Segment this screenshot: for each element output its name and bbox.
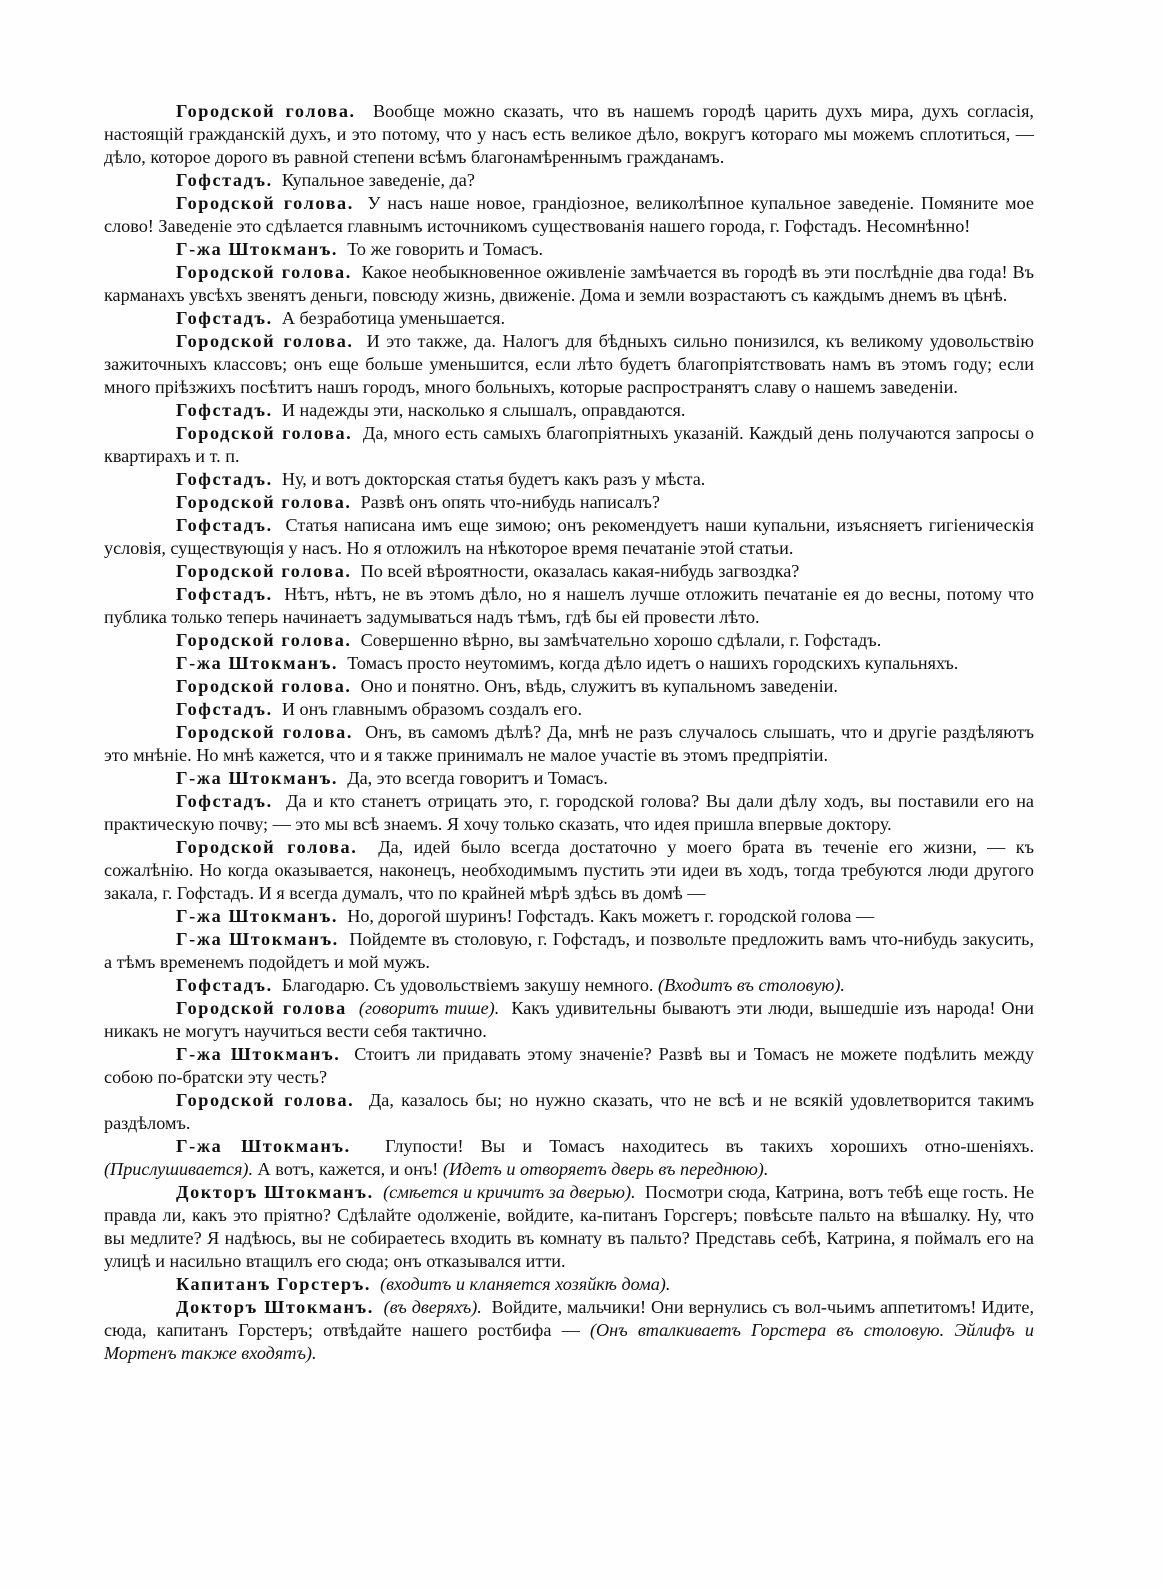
dialogue-text: Развѣ онъ опять что-нибудь написалъ? (360, 492, 660, 512)
dialogue-text: Да и кто станетъ отрицать это, г. городской голова? Вы дали дѣлу ходъ, вы поставили его на практическую почву; — это мы всѣ знаемъ. Я хочу только сказать, что идея пришла впервые доктору. (104, 791, 1034, 834)
play-text (104, 100, 1034, 1365)
dialogue-paragraph (104, 790, 1034, 836)
speaker-name: Городской голова. (176, 630, 352, 650)
speaker-name: Гофстадъ. (176, 975, 273, 995)
dialogue-text: Но, дорогой шуринъ! Гофстадъ. Какъ можетъ г. городской голова — (347, 906, 875, 926)
dialogue-paragraph (104, 767, 1034, 790)
dialogue-paragraph (104, 169, 1034, 192)
speaker-name: Гофстадъ. (176, 791, 273, 811)
dialogue-text: Да, казалось бы; но нужно сказать, что не всѣ и не всякій удовлетворится такимъ раздѣломъ. (104, 1090, 1034, 1133)
speaker-name: Городской голова (176, 998, 347, 1018)
dialogue-text: Статья написана имъ еще зимою; онъ рекомендуетъ наши купальни, изъясняетъ гигіеническія условія, существующія у насъ. Но я отложилъ на нѣкоторое время печатаніе этой статьи. (104, 515, 1035, 558)
speaker-name: Городской голова. (176, 101, 356, 121)
speaker-name: Городской голова. (176, 1090, 355, 1110)
dialogue-text: Вообще можно сказать, что въ нашемъ городѣ царить духъ мира, духъ согласія, настоящій гражданскій духъ, и это потому, что у насъ есть великое дѣло, вокругъ котораго мы можемъ сплотиться, — дѣло, которое дорого въ равной степени всѣмъ благонамѣреннымъ гражданамъ. (104, 101, 1034, 167)
speaker-name: Г-жа Штокманъ. (176, 1136, 351, 1156)
speaker-name: Гофстадъ. (176, 170, 273, 190)
dialogue-paragraph (104, 261, 1034, 307)
dialogue-paragraph (104, 491, 1034, 514)
dialogue-text: Стоитъ ли придавать этому значеніе? Развѣ вы и Томасъ не можете подѣлить между собою по-братски эту честь? (104, 1044, 1034, 1087)
dialogue-text: Посмотри сюда, Катрина, вотъ тебѣ еще гость. Не правда ли, какъ это пріятно? Сдѣлайте одолженіе, войдите, ка-питанъ Горсгеръ; повѣсьте пальто на вѣшалку. Ну, что вы медлите? Я надѣюсь, вы не собираетесь входить въ комнату въ пальто? Представь себѣ, Катрина, я поймалъ его на улицѣ и насильно втащилъ его сюда; онъ отказывался итти. (104, 1182, 1035, 1271)
dialogue-paragraph (104, 422, 1034, 468)
dialogue-text: Купальное заведеніе, да? (281, 170, 475, 190)
dialogue-text: И онъ главнымъ образомъ создалъ его. (281, 699, 583, 719)
dialogue-text: И надежды эти, насколько я слышалъ, оправдаются. (281, 400, 686, 420)
stage-direction: (Входитъ въ столовую). (658, 975, 845, 995)
dialogue-text: Да, это всегда говоритъ и Томасъ. (347, 768, 608, 788)
speaker-name: Городской голова. (176, 423, 353, 443)
speaker-name: Гофстадъ. (176, 400, 273, 420)
dialogue-text: Да, много есть самыхъ благопріятныхъ указаній. Каждый день получаются запросы о квартирахъ и т. п. (104, 423, 1034, 466)
dialogue-text: Глупости! Вы и Томасъ находитесь въ такихъ хорошихъ отно-шеніяхъ. (385, 1136, 1034, 1156)
dialogue-paragraph (104, 514, 1034, 560)
dialogue-text: Нѣтъ, нѣтъ, не въ этомъ дѣло, но я нашелъ лучше отложить печатаніе ея до весны, потому что публика только теперь начинаетъ задумываться надъ тѣмъ, гдѣ бы ей провести лѣто. (104, 584, 1034, 627)
speaker-name: Городской голова. (176, 331, 354, 351)
dialogue-paragraph (104, 1296, 1034, 1365)
dialogue-paragraph (104, 307, 1034, 330)
dialogue-text: И это также, да. Налогъ для бѣдныхъ сильно понизился, къ великому удовольствію зажиточныхъ классовъ; онъ еще больше уменьшится, если лѣто будетъ благопріятствовать намъ въ этомъ году; если много пріѣзжихъ посѣтитъ нашъ городъ, много больныхъ, которые распространятъ славу о нашемъ заведеніи. (104, 331, 1034, 397)
dialogue-paragraph (104, 1135, 1034, 1181)
stage-direction: (смѣется и кричитъ за дверью). (383, 1182, 636, 1202)
dialogue-paragraph (104, 698, 1034, 721)
dialogue-text: Благодарю. Съ удовольствіемъ закушу немного. (281, 975, 654, 995)
speaker-name: Гофстадъ. (176, 515, 273, 535)
dialogue-paragraph (104, 583, 1034, 629)
speaker-name: Капитанъ Горстеръ. (176, 1274, 371, 1294)
dialogue-text: Какое необыкновенное оживленіе замѣчается въ городѣ въ эти послѣдніе два года! Въ карманахъ увсѣхъ звенятъ деньги, повсюду жизнь, движеніе. Дома и земли возрастаютъ съ каждымъ днемъ въ цѣнѣ. (104, 262, 1034, 305)
dialogue-paragraph (104, 974, 1034, 997)
dialogue-paragraph (104, 652, 1034, 675)
dialogue-paragraph (104, 629, 1034, 652)
speaker-name: Г-жа Штокманъ. (176, 1044, 341, 1064)
dialogue-text: Томасъ просто неутомимъ, когда дѣло идетъ о нашихъ городскихъ купальняхъ. (347, 653, 959, 673)
speaker-name: Городской голова. (176, 492, 352, 512)
dialogue-text: По всей вѣроятности, оказалась какая-нибудь загвоздка? (360, 561, 800, 581)
speaker-name: Городской голова. (176, 193, 354, 213)
dialogue-paragraph (104, 560, 1034, 583)
speaker-name: Докторъ Штокманъ. (176, 1182, 374, 1202)
speaker-name: Гофстадъ. (176, 308, 273, 328)
dialogue-paragraph (104, 1181, 1034, 1273)
dialogue-text: Пойдемте въ столовую, г. Гофстадъ, и позвольте предложить вамъ что-нибудь закусить, а тѣмъ временемъ подойдетъ и мой мужъ. (104, 929, 1034, 972)
dialogue-paragraph (104, 836, 1034, 905)
stage-direction: (въ дверяхъ). (383, 1297, 482, 1317)
dialogue-paragraph (104, 1043, 1034, 1089)
dialogue-paragraph (104, 100, 1034, 169)
stage-direction: (входитъ и кланяется хозяйкѣ дома). (380, 1274, 671, 1294)
dialogue-paragraph (104, 675, 1034, 698)
speaker-name: Гофстадъ. (176, 584, 273, 604)
speaker-name: Городской голова. (176, 676, 352, 696)
dialogue-text: А безработица уменьшается. (281, 308, 506, 328)
dialogue-paragraph (104, 928, 1034, 974)
speaker-name: Г-жа Штокманъ. (176, 768, 339, 788)
speaker-name: Г-жа Штокманъ. (176, 906, 339, 926)
speaker-name: Городской голова. (176, 722, 354, 742)
dialogue-text: Какъ удивительны бываютъ эти люди, вышедшіе изъ народа! Они никакъ не могутъ научиться вести себя тактично. (104, 998, 1035, 1041)
speaker-name: Гофстадъ. (176, 469, 273, 489)
stage-direction: (Онъ вталкиваетъ Горстера въ столовую. Эйлифъ и Мортенъ также входятъ). (104, 1320, 1034, 1363)
stage-direction: (Идетъ и отворяетъ дверь въ переднюю). (442, 1159, 769, 1179)
dialogue-paragraph (104, 468, 1034, 491)
dialogue-text: Совершенно вѣрно, вы замѣчательно хорошо сдѣлали, г. Гофстадъ. (360, 630, 882, 650)
dialogue-paragraph (104, 330, 1034, 399)
dialogue-text: Ну, и вотъ докторская статья будетъ какъ разъ у мѣста. (281, 469, 706, 489)
dialogue-paragraph (104, 192, 1034, 238)
dialogue-paragraph (104, 905, 1034, 928)
speaker-name: Г-жа Штокманъ. (176, 653, 339, 673)
dialogue-text: А вотъ, кажется, и онъ! (257, 1159, 439, 1179)
dialogue-paragraph (104, 721, 1034, 767)
speaker-name: Докторъ Штокманъ. (176, 1297, 374, 1317)
dialogue-paragraph (104, 238, 1034, 261)
dialogue-text: Войдите, мальчики! Они вернулись съ вол-чьимъ аппетитомъ! Идите, сюда, капитанъ Горстеръ; отвѣдайте нашего ростбифа — (104, 1297, 1035, 1340)
dialogue-text: То же говорить и Томасъ. (347, 239, 544, 259)
speaker-name: Г-жа Штокманъ. (176, 929, 339, 949)
stage-direction: (Прислушивается). (104, 1159, 253, 1179)
dialogue-text: У насъ наше новое, грандіозное, великолѣпное купальное заведеніе. Помяните мое слово! Заведеніе это сдѣлается главнымъ источникомъ существованія нашего города, г. Гофстадъ. Несомнѣнно! (104, 193, 1034, 236)
speaker-name: Гофстадъ. (176, 699, 273, 719)
dialogue-paragraph (104, 1273, 1034, 1296)
stage-direction: (говоритъ тише). (358, 998, 500, 1018)
speaker-name: Городской голова. (176, 561, 352, 581)
dialogue-text: Оно и понятно. Онъ, вѣдь, служитъ въ купальномъ заведеніи. (360, 676, 838, 696)
dialogue-text: Онъ, въ самомъ дѣлѣ? Да, мнѣ не разъ случалось слышать, что и другіе раздѣляютъ это мнѣніе. Но мнѣ кажется, что и я также принималъ не малое участіе въ этомъ предпріятіи. (104, 722, 1035, 765)
dialogue-text: Да, идей было всегда достаточно у моего брата въ теченіе его жизни, — къ сожалѣнію. Но когда оказывается, наконецъ, необходимымъ пустить эти идеи въ ходъ, тогда требуются люди другого закала, г. Гофстадъ. И я всегда думалъ, что по крайней мѣрѣ здѣсь въ домѣ — (104, 837, 1034, 903)
speaker-name: Г-жа Штокманъ. (176, 239, 339, 259)
dialogue-paragraph (104, 997, 1034, 1043)
dialogue-paragraph (104, 1089, 1034, 1135)
speaker-name: Городской голова. (176, 262, 352, 282)
dialogue-paragraph (104, 399, 1034, 422)
speaker-name: Городской голова. (176, 837, 358, 857)
